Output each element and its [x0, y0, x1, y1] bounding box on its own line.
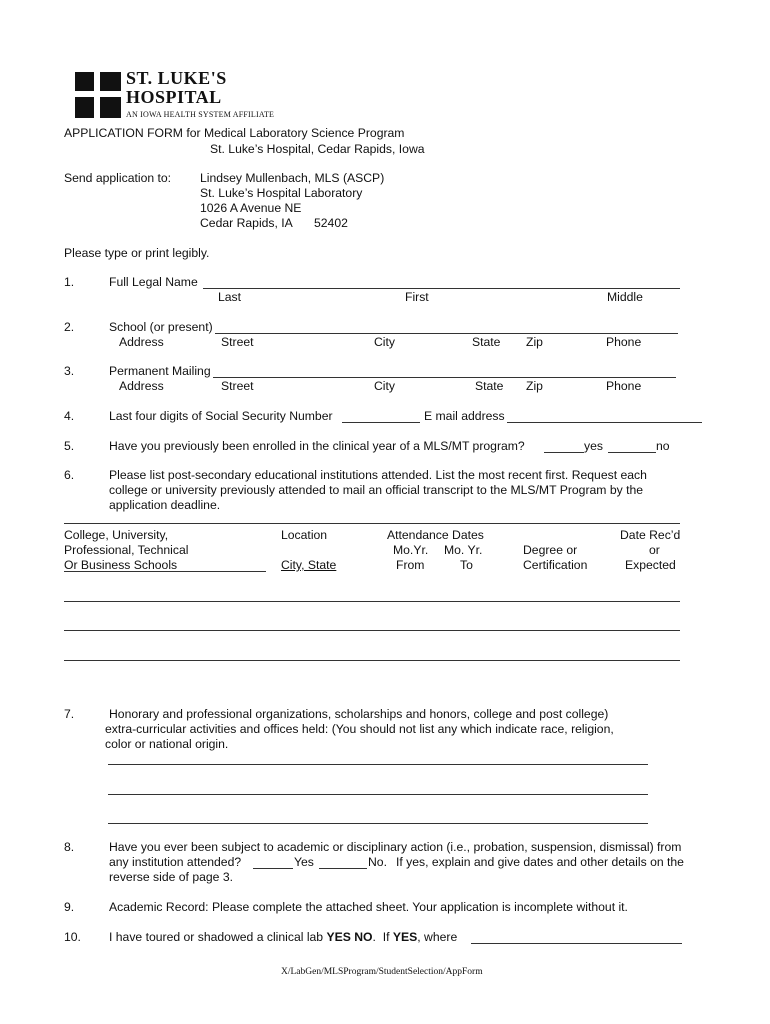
q3-state-label: State — [475, 379, 504, 393]
send-to-city: Cedar Rapids, IA — [200, 216, 293, 230]
q2-state-label: State — [472, 335, 501, 349]
q5-label: Have you previously been enrolled in the clinical year of a MLS/MT program? — [109, 439, 525, 453]
logo-line1: ST. LUKE'S — [126, 68, 227, 88]
hospital-logo-cross-icon — [75, 72, 121, 118]
q8-number: 8. — [64, 840, 75, 854]
q10-where-field[interactable] — [471, 943, 682, 944]
table-col3-from: From — [396, 558, 425, 572]
q3-label: Permanent Mailing — [109, 364, 211, 378]
school-entry-line-1[interactable] — [64, 601, 680, 602]
full-name-field[interactable] — [203, 288, 680, 289]
logo-tagline: AN IOWA HEALTH SYSTEM AFFILIATE — [126, 110, 275, 119]
q6-line1: Please list post-secondary educational institutions attended. List the most recent first. Request each — [109, 468, 647, 482]
table-col3-from-month: Mo.Yr. — [393, 543, 429, 557]
q3-phone-label: Phone — [606, 379, 642, 393]
activities-entry-line-1[interactable] — [108, 764, 648, 765]
q8-line1: Have you ever been subject to academic or disciplinary action (i.e., probation, suspension, dismissal) from — [109, 840, 682, 854]
q6-number: 6. — [64, 468, 75, 482]
send-to-zip: 52402 — [314, 216, 348, 230]
q4-ssn-label: Last four digits of Social Security Number — [109, 409, 333, 423]
table-col2-top: Location — [281, 528, 328, 542]
school-address-field[interactable] — [215, 333, 678, 334]
table-col1-line2: Professional, Technical — [64, 543, 189, 557]
table-col5-line1: Date Rec’d — [620, 528, 681, 542]
q8-no-label: No. — [368, 855, 387, 869]
instruction-text: Please type or print legibly. — [64, 246, 210, 260]
q10-text-a: I have toured or shadowed a clinical lab — [109, 930, 324, 944]
q3-street-label: Street — [221, 379, 254, 393]
q9-text: Academic Record: Please complete the attached sheet. Your application is incomplete without it. — [109, 900, 628, 914]
activities-entry-line-3[interactable] — [108, 823, 648, 824]
q9-number: 9. — [64, 900, 75, 914]
q8-line3: reverse side of page 3. — [109, 870, 233, 884]
q8-line2a: any institution attended? — [109, 855, 242, 869]
q5-no-field[interactable] — [608, 452, 656, 453]
ssn-field[interactable] — [342, 422, 420, 423]
table-col3-to-month: Mo. Yr. — [444, 543, 483, 557]
q5-no-label: no — [656, 439, 670, 453]
table-col4-top: Degree or — [523, 543, 578, 557]
q1-number: 1. — [64, 275, 75, 289]
send-to-label: Send application to: — [64, 171, 172, 185]
send-to-street: 1026 A Avenue NE — [200, 201, 302, 215]
email-field[interactable] — [507, 422, 702, 423]
table-top-rule — [64, 523, 680, 524]
permanent-address-field[interactable] — [213, 377, 676, 378]
q8-line2b: If yes, explain and give dates and other details on the — [396, 855, 684, 869]
q10-yes: YES — [392, 930, 418, 944]
q5-number: 5. — [64, 439, 75, 453]
q7-line1: Honorary and professional organizations, scholarships and honors, college and post college) — [109, 707, 609, 721]
table-col1-line1: College, University, — [64, 528, 169, 542]
q2-zip-label: Zip — [526, 335, 543, 349]
send-to-name: Lindsey Mullenbach, MLS (ASCP) — [200, 171, 385, 185]
q8-yes-field[interactable] — [253, 868, 293, 869]
form-subtitle: St. Luke’s Hospital, Cedar Rapids, Iowa — [210, 142, 425, 156]
table-col1-line3: Or Business Schools — [64, 558, 178, 572]
q3-number: 3. — [64, 364, 75, 378]
q2-phone-label: Phone — [606, 335, 642, 349]
table-col2-bottom: City, State — [281, 558, 337, 572]
school-entry-line-3[interactable] — [64, 660, 680, 661]
footer-path: X/LabGen/MLSProgram/StudentSelection/AppForm — [281, 967, 483, 977]
table-col3-top: Attendance Dates — [387, 528, 484, 542]
q5-yes-field[interactable] — [544, 452, 584, 453]
q3-address-label: Address — [119, 379, 164, 393]
table-col4-bottom: Certification — [523, 558, 588, 572]
table-col1-underline — [64, 571, 266, 572]
logo-line2: HOSPITAL — [126, 87, 222, 107]
q10-text-b: If — [382, 930, 390, 944]
q2-address-label: Address — [119, 335, 164, 349]
q8-no-field[interactable] — [319, 868, 367, 869]
table-col5-line3: Expected — [625, 558, 676, 572]
activities-entry-line-2[interactable] — [108, 794, 648, 795]
q10-text-c: , where — [417, 930, 458, 944]
school-entry-line-2[interactable] — [64, 630, 680, 631]
q1-last-label: Last — [218, 290, 242, 304]
q1-first-label: First — [405, 290, 429, 304]
table-col5-line2: or — [649, 543, 660, 557]
q5-yes-label: yes — [584, 439, 603, 453]
q10-number: 10. — [64, 930, 81, 944]
q10-yes-no: YES NO — [326, 930, 373, 944]
q3-city-label: City — [374, 379, 395, 393]
q3-zip-label: Zip — [526, 379, 543, 393]
table-col3-to: To — [460, 558, 473, 572]
q2-label: School (or present) — [109, 320, 213, 334]
q4-email-label: E mail address — [424, 409, 505, 423]
q10-text: I have toured or shadowed a clinical lab YES NO. If YES, where — [109, 930, 458, 944]
q8-yes-label: Yes — [294, 855, 314, 869]
q7-number: 7. — [64, 707, 75, 721]
q7-line2: extra-curricular activities and offices held: (You should not list any which indicate race, religion, — [105, 722, 614, 736]
q6-line2: college or university previously attended to mail an official transcript to the MLS/MT Program by the — [109, 483, 644, 497]
q1-label: Full Legal Name — [109, 275, 198, 289]
q1-middle-label: Middle — [607, 290, 643, 304]
q6-line3: application deadline. — [109, 498, 221, 512]
form-title: APPLICATION FORM for Medical Laboratory Science Program — [64, 126, 405, 140]
q4-number: 4. — [64, 409, 75, 423]
q2-number: 2. — [64, 320, 75, 334]
q2-city-label: City — [374, 335, 395, 349]
q7-line3: color or national origin. — [105, 737, 229, 751]
send-to-dept: St. Luke’s Hospital Laboratory — [200, 186, 363, 200]
q2-street-label: Street — [221, 335, 254, 349]
